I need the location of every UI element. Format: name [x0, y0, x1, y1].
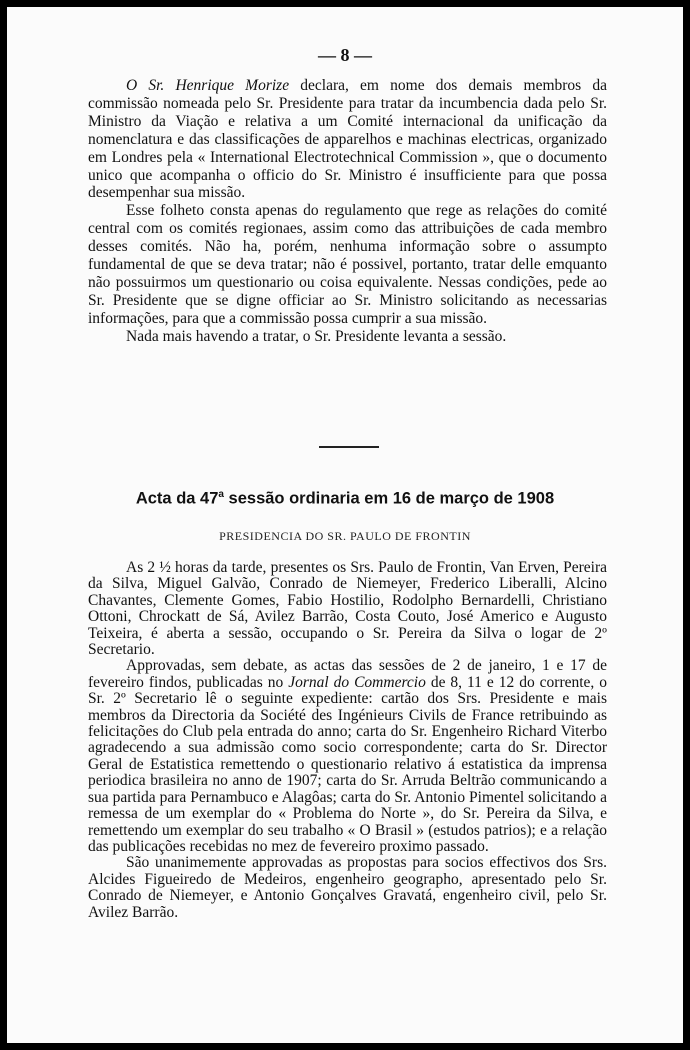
minutes-47th-session [88, 560, 607, 921]
section-heading: Acta da 47$^a$ sessão ordinaria em 16 de março de 1908 [135, 489, 555, 508]
journal-title: Jornal do Commercio [288, 673, 426, 691]
document-page [7, 7, 683, 1043]
paragraph-correspondence: Approvadas, sem debate, as actas das sessões de 2 de janeiro, 1 e 17 de fevereiro findos, publicadas no Jornal do Commercio de 8, 11 e 12 do corrente, o Sr. 2º Secretario lê o seguinte expediente: cartão dos Srs. Presidente e mais membros da Directoria da Société des Ingénieurs Civils de France retribuindo as felicitações do Club pela entrada do anno; carta do Sr. Engenheiro Richard Viterbo agradecendo a sua admissão como socio correspondente; carta do Sr. Director Geral de Estatistica remettendo o questionario relativo á estatistica da imprensa periodica brasileira no anno de 1907; carta do Sr. Arruda Beltrão communicando a sua partida para Pernambuco e Alagôas; carta do Sr. Antonio Pimentel solicitando a remessa de um exemplar do « Problema do Norte », do Sr. Pereira da Silva, e remettendo um exemplar do seu trabalho « O Brasil » (estudos patrios); e a relação das publicações recebidas no mez de fevereiro proximo passado. [88, 657, 608, 855]
paragraph-morize-declaration [88, 77, 607, 202]
speaker-name: O Sr. Henrique Morize [126, 77, 290, 94]
minutes-continuation [88, 77, 607, 346]
section-divider [319, 446, 379, 448]
paragraph-new-members: São unanimemente approvadas as propostas para socios effectivos dos Srs. Alcides Figueiredo de Medeiros, engenheiro geographo, apresentado pelo Sr. Conrado de Niemeyer, e Antonio Gonçalves Gravatá, engenheiro civil, pelo Sr. Avilez Barrão. [88, 854, 607, 921]
page-number: — 8 — [318, 45, 372, 65]
paragraph-attendance: As 2 ½ horas da tarde, presentes os Srs. Paulo de Frontin, Van Erven, Pereira da Silva, Miguel Galvão, Conrado de Niemeyer, Frederico Liberalli, Alcino Chavantes, Clemente Gomes, Fabio Hostilio, Rodolpho Bernardelli, Christiano Ottoni, Chrockatt de Sá, Avilez Barrão, Costa Couto, José Americo e Augusto Teixeira, é aberta a sessão, occupando o Sr. Pereira da Silva o logar de 2º Secretario. [88, 559, 607, 659]
paragraph-text: declara, em nome dos demais membros da commissão nomeada pelo Sr. Presidente para tratar da incumbencia dada pelo Sr. Ministro da Viação e relativa a um Comité internacional da unificação da nomenclatura e das classificações de apparelhos e machinas electricas, organizado em Londres pela « International Electrotechnical Commission », que o documento unico que acompanha o officio do Sr. Ministro é insufficiente para que possa desempenhar sua missão. [88, 77, 607, 202]
presidency-subheading: PRESIDENCIA DO SR. PAULO DE FRONTIN [219, 529, 471, 543]
paragraph-closing: Nada mais havendo a tratar, o Sr. Presidente levanta a sessão. [126, 327, 507, 345]
ordinal-superscript: a [218, 489, 224, 500]
paragraph-folheto: Esse folheto consta apenas do regulamento que rege as relações do comité central com os comités regionaes, assim como das attribuições de cada membro desses comités. Não ha, porém, nenhuma informação sobre o assumpto fundamental de que se deva tratar; não é possivel, portanto, tratar delle emquanto não possuirmos um questionario ou coisa equivalente. Nessas condições, pede ao Sr. Presidente que se digne officiar ao Sr. Ministro solicitando as necessarias informações, para que a commissão possa cumprir a sua missão. [88, 202, 607, 327]
